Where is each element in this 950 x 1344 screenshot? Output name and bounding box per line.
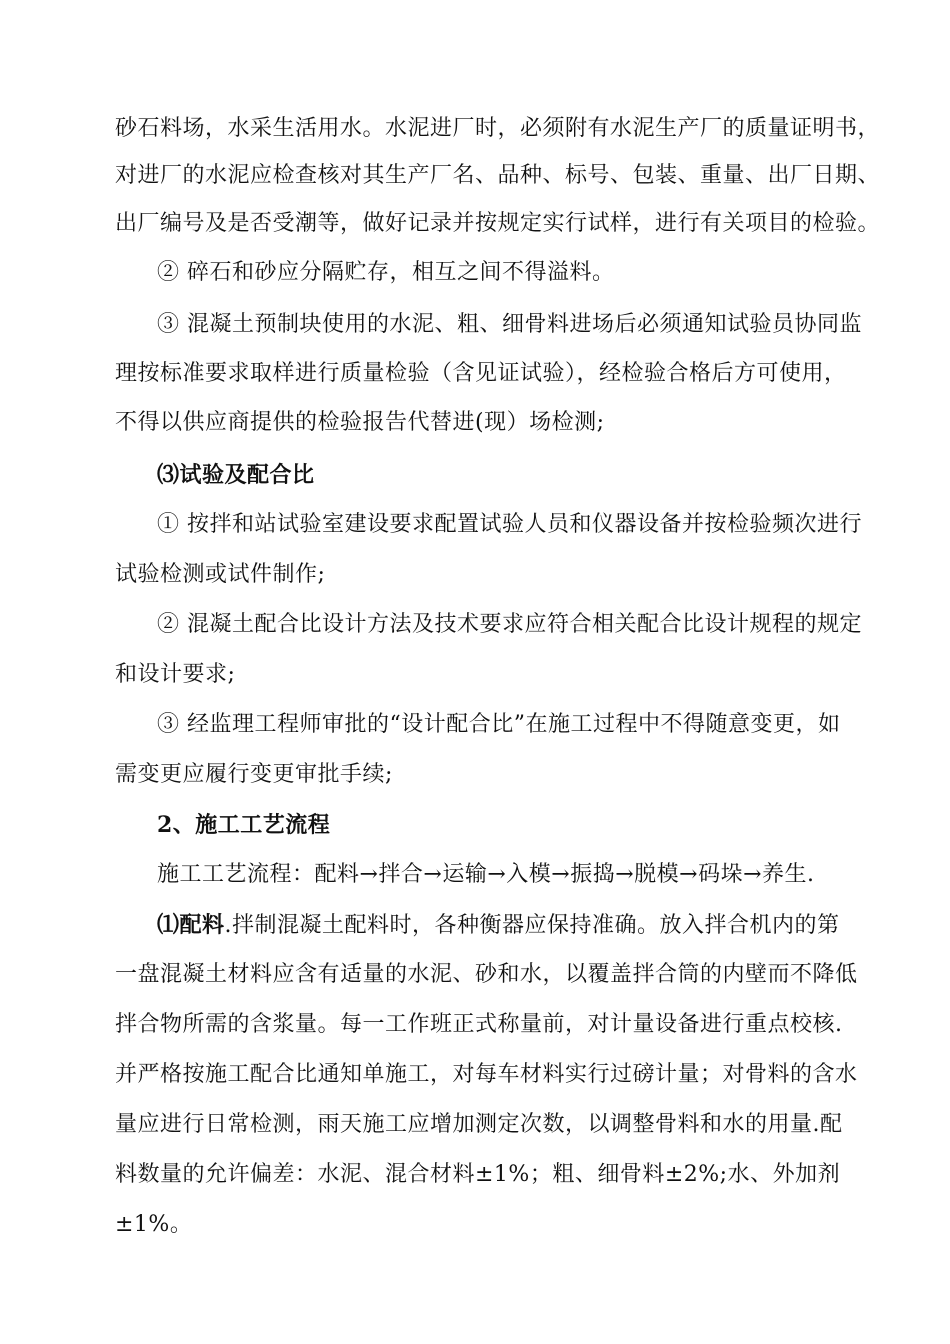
list-item: ② 碎石和砂应分隔贮存，相互之间不得溢料。	[157, 260, 615, 285]
paragraph-line: ±1%。	[115, 1212, 193, 1237]
list-item: ② 混凝土配合比设计方法及技术要求应符合相关配合比设计规程的规定	[157, 612, 862, 637]
paragraph-line: 试验检测或试件制作;	[115, 562, 326, 587]
paragraph-line: 出厂编号及是否受潮等，做好记录并按规定实行试样，进行有关项目的检验。	[115, 211, 881, 236]
paragraph-line: 量应进行日常检测，雨天施工应增加测定次数，以调整骨料和水的用量.配	[115, 1112, 843, 1137]
paragraph-first-line	[157, 910, 840, 941]
paragraph-line: 料数量的允许偏差：水泥、混合材料±1%；粗、细骨料±2%;水、外加剂	[115, 1162, 841, 1187]
paragraph-line: 对进厂的水泥应检查核对其生产厂名、品种、标号、包装、重量、出厂日期、	[115, 163, 881, 188]
list-item: ③ 经监理工程师审批的“设计配合比”在施工过程中不得随意变更，如	[157, 712, 841, 737]
paragraph-line: 理按标准要求取样进行质量检验（含见证试验），经检验合格后方可使用，	[115, 361, 847, 386]
paragraph-line: 砂石料场，水采生活用水。水泥进厂时，必须附有水泥生产厂的质量证明书，	[115, 116, 881, 141]
paragraph-line: 并严格按施工配合比通知单施工，对每车材料实行过磅计量；对骨料的含水	[115, 1062, 858, 1087]
paragraph-label: ⑴配料	[157, 912, 225, 938]
paragraph-line: 不得以供应商提供的检验报告代替进(现）场检测;	[115, 410, 605, 435]
list-item: ③ 混凝土预制块使用的水泥、粗、细骨料进场后必须通知试验员协同监	[157, 312, 862, 337]
section-heading: ⑶试验及配合比	[157, 462, 315, 488]
paragraph-text: .拌制混凝土配料时，各种衡器应保持准确。放入拌合机内的第	[224, 913, 840, 938]
flow-line: 施工工艺流程：配料→拌合→运输→入模→振捣→脱模→码垛→养生.	[157, 862, 815, 887]
paragraph-line: 需变更应履行变更审批手续;	[115, 762, 393, 787]
paragraph-line: 拌合物所需的含浆量。每一工作班正式称量前，对计量设备进行重点校核.	[115, 1012, 843, 1037]
section-heading: 2、施工工艺流程	[157, 812, 331, 838]
paragraph-line: 一盘混凝土材料应含有适量的水泥、砂和水，以覆盖拌合筒的内壁而不降低	[115, 962, 858, 987]
list-item: ① 按拌和站试验室建设要求配置试验人员和仪器设备并按检验频次进行	[157, 512, 862, 537]
paragraph-line: 和设计要求;	[115, 662, 236, 687]
